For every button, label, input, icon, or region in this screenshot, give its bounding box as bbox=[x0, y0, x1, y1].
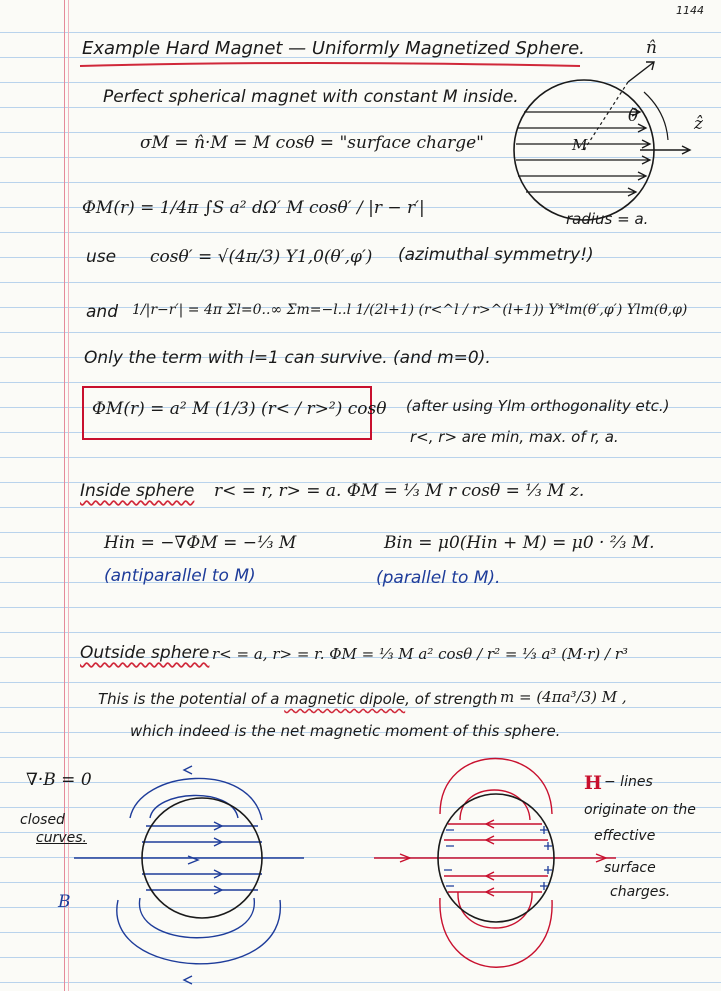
page-number: 1144 bbox=[676, 4, 704, 17]
and-label: and bbox=[86, 302, 118, 322]
n-hat-label: n̂ bbox=[646, 38, 657, 58]
h-field-label: H bbox=[584, 772, 602, 794]
dipole-line-2: which indeed is the net magnetic moment of this sphere. bbox=[130, 722, 561, 740]
phi-integral-equation: ΦM(r) = 1/4π ∫S a² dΩ′ M cosθ′ / |r − r′| bbox=[82, 198, 425, 218]
radius-label: radius = a. bbox=[566, 210, 649, 228]
dipole-moment-equation: m = (4πa³/3) M , bbox=[500, 688, 627, 706]
normal-arrow bbox=[628, 62, 654, 82]
b-field-lines bbox=[74, 766, 304, 984]
inside-potential-equation: r< = r, r> = a. ΦM = ⅓ M r cosθ = ⅓ M z. bbox=[214, 481, 585, 501]
parallel-note: (parallel to M). bbox=[376, 568, 501, 588]
antiparallel-note: (antiparallel to M) bbox=[104, 566, 256, 586]
closed-label: closed bbox=[20, 812, 65, 828]
only-term-line: Only the term with l=1 can survive. (and m=0). bbox=[84, 348, 491, 368]
h-note-1: − lines bbox=[604, 774, 653, 790]
z-axis-arrow bbox=[640, 146, 690, 154]
orthogonality-note: (after using Ylm orthogonality etc.) bbox=[406, 397, 670, 415]
outside-potential-equation: r< = a, r> = r. ΦM = ⅓ M a² cosθ / r² = ⅓ a³ (M·r) / r³ bbox=[212, 645, 628, 663]
b-inside-equation: Bin = μ0(Hin + M) = μ0 · ⅔ M. bbox=[384, 533, 655, 553]
h-note-5: charges. bbox=[610, 884, 671, 900]
dipole-term: magnetic dipole bbox=[284, 690, 406, 708]
h-note-4: surface bbox=[604, 860, 656, 876]
rmin-rmax-note: r<, r> are min, max. of r, a. bbox=[410, 428, 619, 446]
intro-line: Perfect spherical magnet with constant M inside. bbox=[103, 87, 519, 107]
m-vector-label: M bbox=[572, 136, 588, 154]
h-note-3: effective bbox=[594, 828, 656, 844]
h-inside-equation: Hin = −∇ΦM = −⅓ M bbox=[104, 533, 297, 553]
surface-charge-marks bbox=[444, 826, 552, 890]
b-sphere-outline bbox=[142, 798, 262, 918]
curves-label: curves. bbox=[36, 830, 87, 846]
b-field-label: B bbox=[58, 892, 71, 912]
page-title: Example Hard Magnet — Uniformly Magnetized Sphere. bbox=[82, 38, 585, 59]
inside-sphere-label: Inside sphere bbox=[80, 481, 195, 501]
theta-arc bbox=[644, 92, 668, 140]
green-expansion-equation: 1/|r−r′| = 4π Σl=0..∞ Σm=−l..l 1/(2l+1) (r<^l / r>^(l+1)) Y*lm(θ′,φ′) Ylm(θ,φ) bbox=[132, 302, 688, 318]
theta-label: θ bbox=[628, 106, 639, 126]
h-note-2: originate on the bbox=[584, 802, 696, 818]
sigma-equation: σM = n̂·M = M cosθ = "surface charge" bbox=[140, 133, 484, 153]
div-b-label: ∇·B = 0 bbox=[26, 770, 92, 790]
h-sphere-outline bbox=[438, 794, 554, 922]
h-field-lines bbox=[374, 759, 616, 968]
dipole-text-a: This is the potential of a bbox=[98, 690, 280, 708]
z-hat-label: ẑ bbox=[694, 114, 703, 134]
azimuthal-note: (azimuthal symmetry!) bbox=[398, 245, 594, 265]
dipole-text-c: , of strength bbox=[405, 690, 498, 708]
cos-harmonic-equation: cosθ′ = √(4π/3) Y1,0(θ′,φ′) bbox=[150, 247, 373, 267]
dipole-line-1 bbox=[98, 690, 497, 708]
boxed-potential-result: ΦM(r) = a² M (1/3) (r< / r>²) cosθ bbox=[92, 399, 387, 419]
use-label: use bbox=[86, 247, 117, 267]
outside-sphere-label: Outside sphere bbox=[80, 643, 210, 663]
